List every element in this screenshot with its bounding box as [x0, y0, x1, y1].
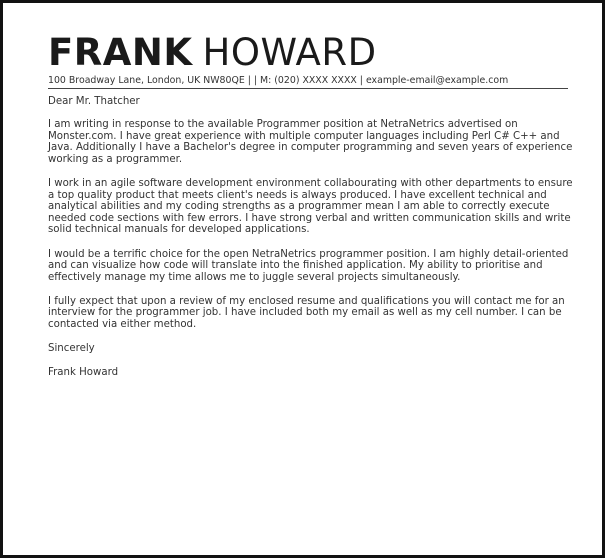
contact-line: 100 Broadway Lane, London, UK NW80QE | | M: (020) XXXX XXXX | example-email@example.com	[48, 74, 568, 89]
letter-header	[48, 33, 568, 89]
paragraph-4: I fully expect that upon a review of my enclosed resume and qualifications you will contact me for an interview for the programmer job. I have included both my email as well as my cell number. I can be contacted via either method.	[48, 295, 565, 331]
salutation: Dear Mr. Thatcher	[48, 96, 140, 107]
letter-body	[48, 96, 573, 392]
applicant-name	[48, 33, 568, 73]
paragraph-2: I work in an agile software development environment collabourating with other departments to ensure a top quality product that meets client's needs is always produced. I have excellent technical and analytical abilities and my coding strengths as a programmer mean I am able to correctly execute needed code sections with few errors. I have strong verbal and written communication skills and write solid technical manuals for developed applications.	[48, 177, 573, 236]
paragraph-1: I am writing in response to the available Programmer position at NetraNetrics advertised on Monster.com. I have great experience with multiple computer languages including Perl C# C++ and Java. Additionally I have a Bachelor's degree in computer programming and seven years of experience working as a programmer.	[48, 118, 573, 165]
paragraph-3: I would be a terrific choice for the open NetraNetrics programmer position. I am highly detail-oriented and can visualize how code will translate into the finished application. My ability to prioritise and effectively manage my time allows me to juggle several projects simultaneously.	[48, 248, 569, 283]
closing: Sincerely	[48, 343, 95, 355]
signature: Frank Howard	[48, 367, 119, 379]
last-name: HOWARD	[202, 31, 377, 74]
first-name: FRANK	[48, 31, 193, 74]
